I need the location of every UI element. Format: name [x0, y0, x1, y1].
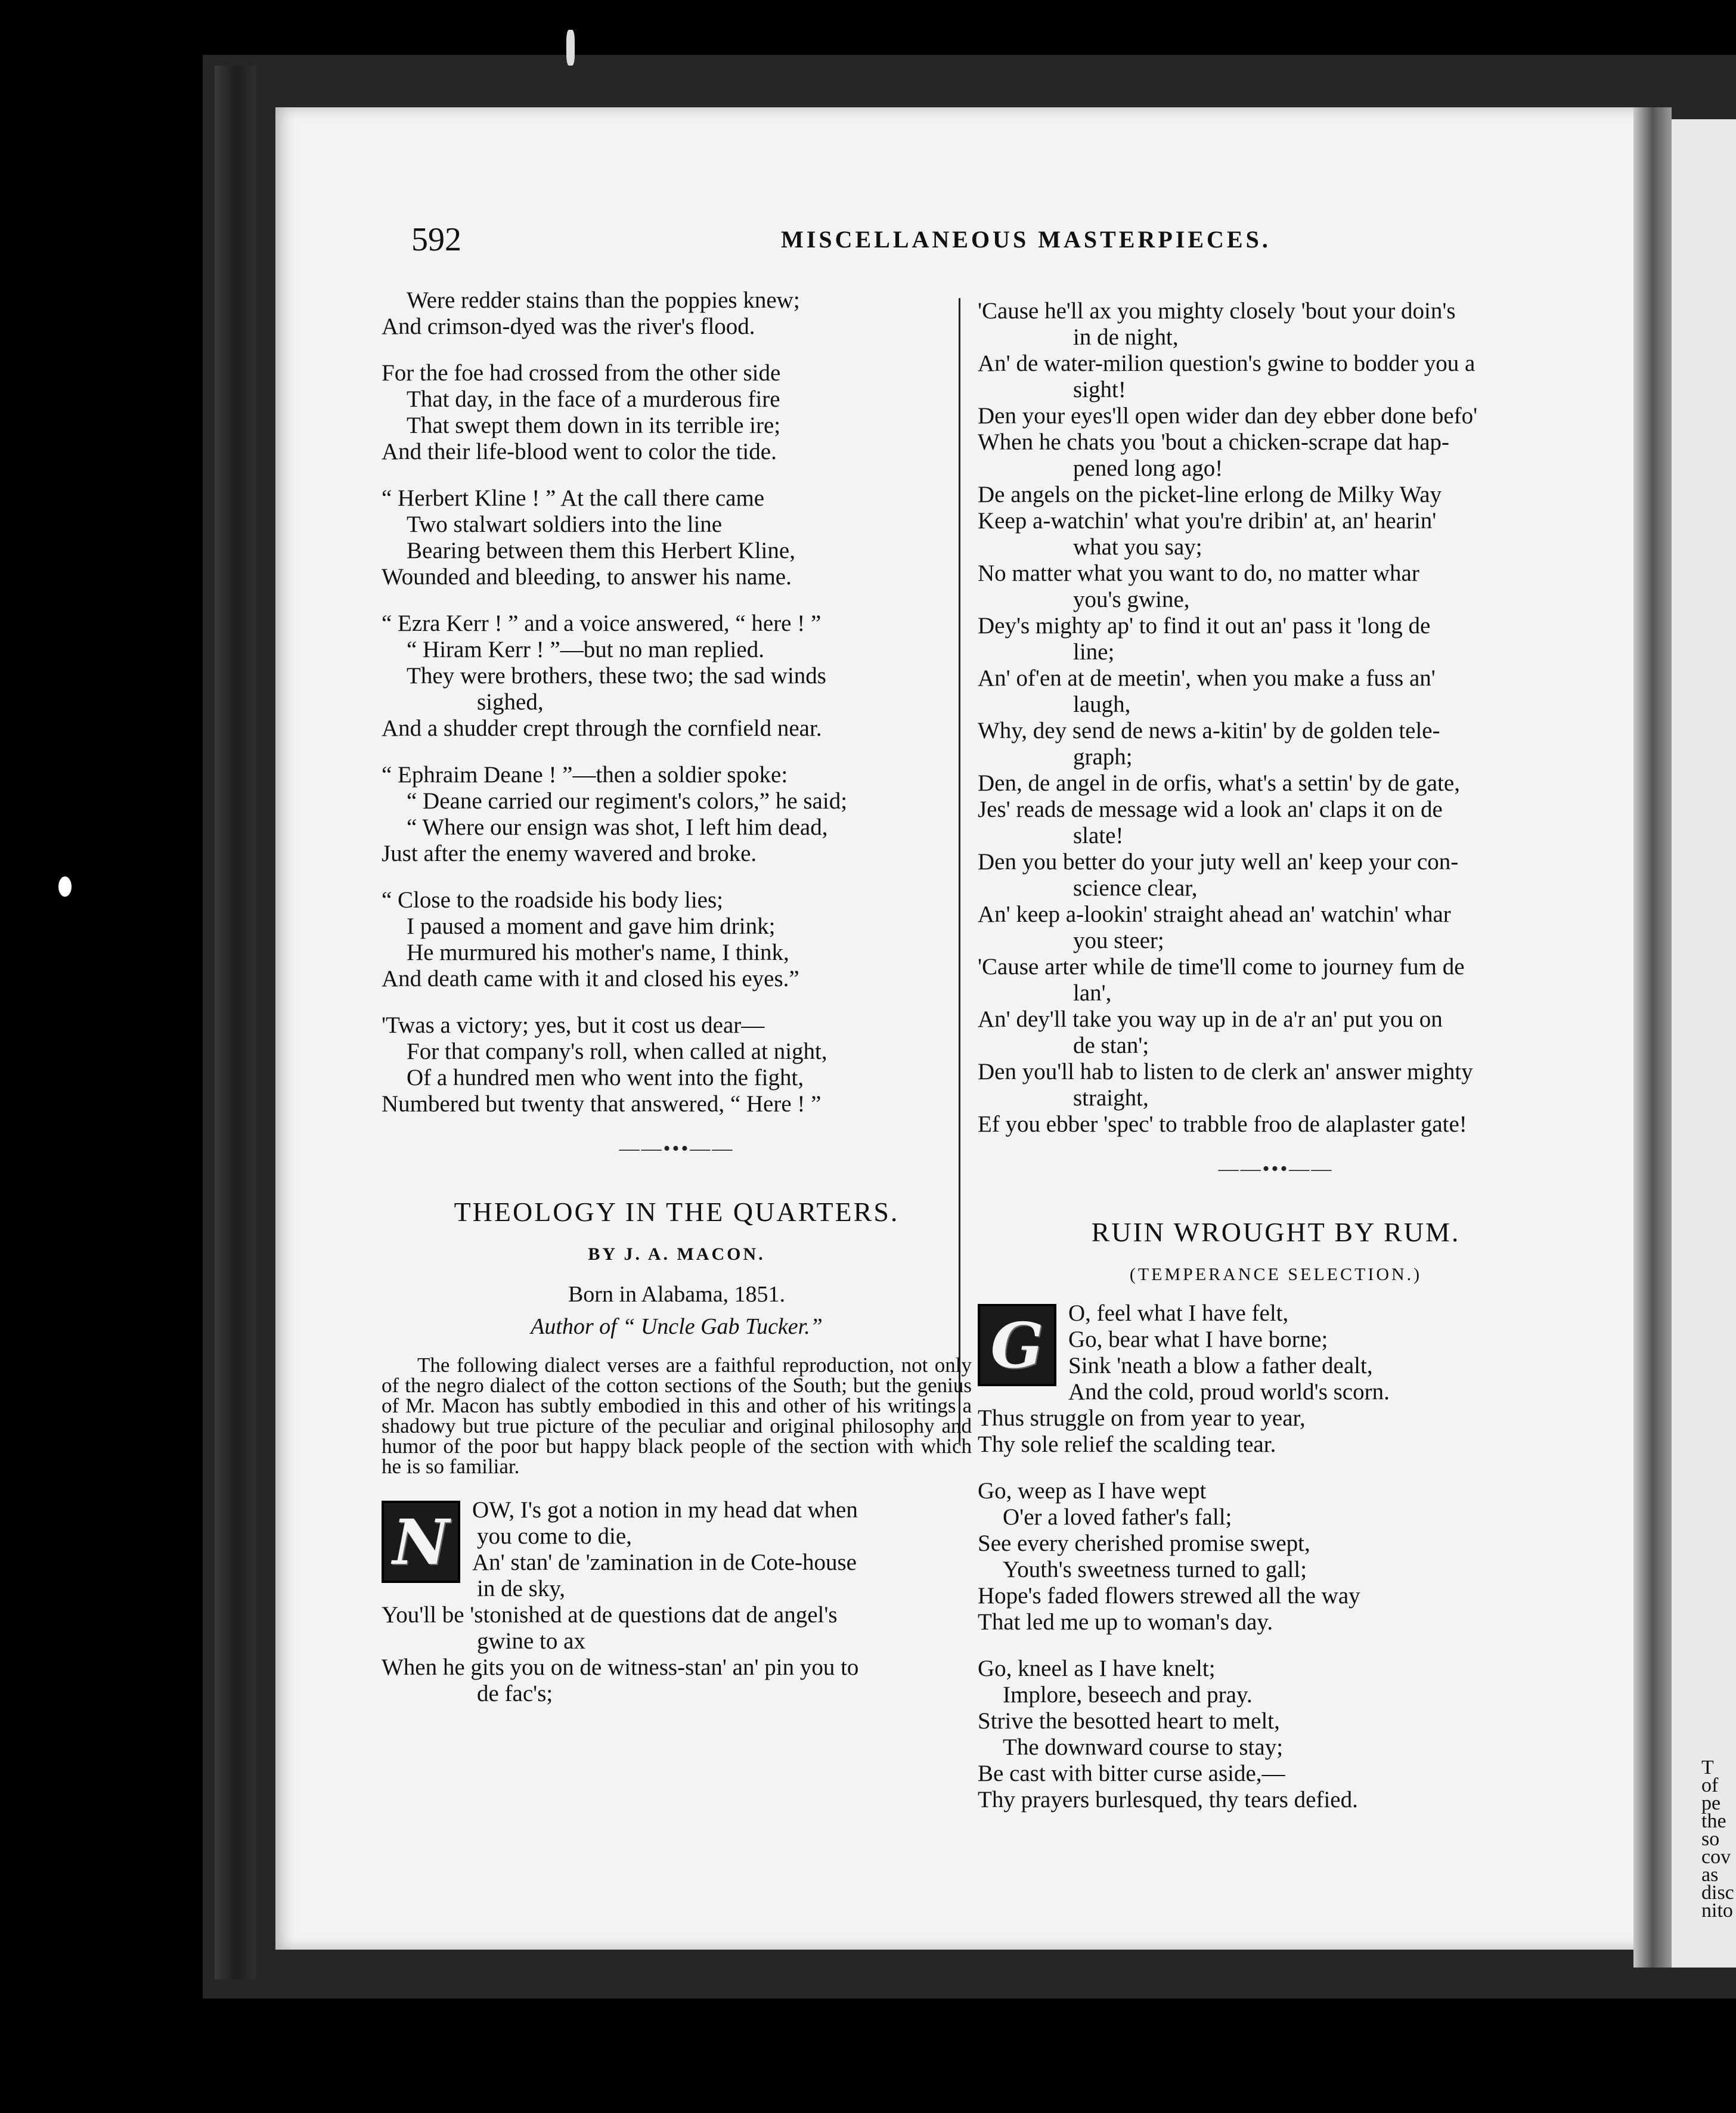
verse-line: Youth's sweetness turned to gall; [1003, 1557, 1307, 1582]
drop-cap: G [978, 1304, 1056, 1386]
verse-line: Of a hundred men who went into the fight, [407, 1065, 804, 1090]
stanza [382, 360, 972, 465]
gutter [1633, 107, 1672, 1968]
verse-line: “ Hiram Kerr ! ”—but no man replied. [407, 637, 764, 662]
verse-line: 'Cause arter while de time'll come to journey fum de [978, 954, 1465, 980]
verse-line: An' dey'll take you way up in de a'r an' put you on [978, 1006, 1443, 1032]
verse-line: Why, dey send de news a-kitin' by de golden tele- [978, 718, 1440, 743]
verse-line: For the foe had crossed from the other side [382, 360, 781, 386]
facing-page-fragment: nito [1701, 1900, 1733, 1922]
verse-line: graph; [1073, 744, 1133, 770]
intro-paragraph: The following dialect verses are a faithful reproduction, not only of the negro dialect of the cotton sections of the South; but the genius of Mr. Macon has subtly embodied in this and other of his writings a shadowy but true picture of the peculiar and original philosophy and humor of the poor but happy black people of the section with which he is so familiar. [382, 1353, 972, 1478]
verse-line: An' stan' de 'zamination in de Cote-house [472, 1550, 857, 1575]
verse-line: He murmured his mother's name, I think, [407, 940, 789, 965]
stanza [978, 1300, 1574, 1458]
verse-line: straight, [1073, 1085, 1149, 1111]
verse-line: Be cast with bitter curse aside,— [978, 1761, 1285, 1786]
verse-line: See every cherished promise swept, [978, 1530, 1310, 1556]
facing-page-text [1701, 1756, 1734, 1922]
verse-line: Den your eyes'll open wider dan dey ebber done befo' [978, 403, 1478, 429]
verse-line: sighed, [477, 689, 544, 715]
facing-page-fragment: T [1701, 1756, 1714, 1779]
verse-line: slate! [1073, 823, 1124, 848]
poem-ending [382, 287, 972, 1117]
verse-line: Den you better do your juty well an' keep your con- [978, 849, 1459, 875]
verse-line: you steer; [1073, 928, 1164, 953]
verse-line: sight! [1073, 377, 1126, 402]
verse-line: Go, kneel as I have knelt; [978, 1656, 1216, 1681]
running-head: MISCELLANEOUS MASTERPIECES. [781, 226, 1271, 253]
facing-page-fragment: as [1701, 1864, 1719, 1886]
stanza [978, 1478, 1574, 1635]
verse-line: That day, in the face of a murderous fire [407, 386, 780, 412]
verse-line: When he chats you 'bout a chicken-scrape dat hap- [978, 429, 1450, 455]
verse-line: Wounded and bleeding, to answer his name. [382, 564, 792, 590]
verse-line: I paused a moment and gave him drink; [407, 913, 776, 939]
verse-line: No matter what you want to do, no matter whar [978, 560, 1419, 586]
verse-line: And a shudder crept through the cornfield near. [382, 715, 822, 741]
verse-line: Bearing between them this Herbert Kline, [407, 538, 795, 563]
verse-line: Den you'll hab to listen to de clerk an' answer mighty [978, 1059, 1473, 1085]
verse-line: The downward course to stay; [1003, 1734, 1284, 1760]
poem-stanzas [978, 1300, 1574, 1813]
verse-line: And the cold, proud world's scorn. [1068, 1379, 1390, 1405]
verse-line: de fac's; [477, 1681, 553, 1706]
article-subtitle: (TEMPERANCE SELECTION.) [1129, 1265, 1422, 1284]
facing-page-fragment: the [1701, 1810, 1726, 1832]
verse-line: You'll be 'stonished at de questions dat de angel's [382, 1602, 838, 1628]
facing-page-fragment: of [1701, 1774, 1719, 1796]
stanza [978, 1656, 1574, 1813]
stanza [382, 762, 972, 867]
verse-line: 'Twas a victory; yes, but it cost us dear— [382, 1012, 765, 1038]
verse-line: “ Where our ensign was shot, I left him dead, [407, 814, 828, 840]
poem-lines [382, 1497, 972, 1707]
stanza [382, 287, 972, 340]
verse-line: you's gwine, [1073, 587, 1190, 612]
verse-line: Strive the besotted heart to melt, [978, 1708, 1280, 1734]
verse-line: Thy prayers burlesqued, thy tears defied. [978, 1787, 1358, 1813]
author-works: Author of “ Uncle Gab Tucker.” [531, 1314, 823, 1339]
section-divider: ——•••—— [1218, 1158, 1334, 1180]
facing-page-fragment: disc [1701, 1882, 1734, 1904]
stanza [382, 1012, 972, 1117]
article-title: THEOLOGY IN THE QUARTERS. [454, 1197, 900, 1227]
verse-line: An' keep a-lookin' straight ahead an' watchin' whar [978, 901, 1451, 927]
verse-line: Dey's mighty ap' to find it out an' pass it 'long de [978, 613, 1431, 639]
verse-line: And crimson-dyed was the river's flood. [382, 314, 755, 339]
verse-line: Thy sole relief the scalding tear. [978, 1432, 1276, 1457]
verse-line: Implore, beseech and pray. [1003, 1682, 1253, 1708]
verse-line: That led me up to woman's day. [978, 1609, 1273, 1635]
poem-opening [382, 1497, 972, 1707]
verse-line: 'Cause he'll ax you mighty closely 'bout your doin's [978, 298, 1456, 324]
poem-continuation [978, 298, 1574, 1138]
stanza [382, 611, 972, 742]
dust-speck [58, 876, 72, 897]
verse-line: When he gits you on de witness-stan' an' pin you to [382, 1655, 859, 1680]
verse-line: what you say; [1073, 534, 1202, 560]
verse-line: “ Ezra Kerr ! ” and a voice answered, “ here ! ” [382, 611, 822, 636]
verse-line: “ Herbert Kline ! ” At the call there came [382, 485, 765, 511]
stanza [382, 485, 972, 590]
verse-line: Numbered but twenty that answered, “ Here ! ” [382, 1091, 822, 1117]
section-divider: ——•••—— [619, 1138, 734, 1160]
verse-line: Keep a-watchin' what you're dribin' at, an' hearin' [978, 508, 1437, 534]
verse-line: And death came with it and closed his eyes.” [382, 966, 799, 992]
verse-line: Just after the enemy wavered and broke. [382, 841, 757, 866]
verse-line: laugh, [1073, 692, 1131, 717]
right-column [978, 298, 1574, 1833]
verse-line: For that company's roll, when called at night, [407, 1039, 827, 1064]
verse-line: in de night, [1073, 324, 1179, 350]
left-column [382, 287, 972, 1707]
verse-line: Ef you ebber 'spec' to trabble froo de alaplaster gate! [978, 1111, 1467, 1137]
verse-line: “ Deane carried our regiment's colors,” he said; [407, 788, 848, 814]
verse-line: de stan'; [1073, 1033, 1149, 1058]
article-title: RUIN WROUGHT BY RUM. [1091, 1217, 1461, 1247]
verse-line: science clear, [1073, 875, 1198, 901]
verse-line: Den, de angel in de orfis, what's a settin' by de gate, [978, 770, 1460, 796]
facing-page-fragment: so [1701, 1828, 1720, 1850]
drop-cap: N [382, 1501, 460, 1583]
verse-line: An' of'en at de meetin', when you make a fuss an' [978, 665, 1436, 691]
verse-line: Go, weep as I have wept [978, 1478, 1207, 1504]
verse-line: O, feel what I have felt, [1068, 1300, 1289, 1326]
verse-line: line; [1073, 639, 1115, 665]
dust-speck [566, 30, 575, 66]
verse-line: in de sky, [477, 1576, 566, 1601]
facing-page-fragment: pe [1701, 1792, 1721, 1814]
verse-line: O'er a loved father's fall; [1003, 1504, 1232, 1530]
page-edges [215, 66, 256, 1979]
verse-line: Two stalwart soldiers into the line [407, 512, 723, 537]
verse-line: De angels on the picket-line erlong de Milky Way [978, 482, 1442, 507]
verse-line: Sink 'neath a blow a father dealt, [1068, 1353, 1373, 1378]
verse-line: gwine to ax [477, 1628, 585, 1654]
page-header [411, 221, 1574, 274]
verse-line: Hope's faded flowers strewed all the way [978, 1583, 1360, 1609]
verse-line: Thus struggle on from year to year, [978, 1405, 1306, 1431]
article-byline: BY J. A. MACON. [588, 1244, 765, 1264]
verse-line: you come to die, [477, 1523, 632, 1549]
facing-page-fragment: cov [1701, 1846, 1731, 1868]
verse-line: “ Ephraim Deane ! ”—then a soldier spoke: [382, 762, 788, 788]
author-birth: Born in Alabama, 1851. [568, 1282, 786, 1307]
verse-line: They were brothers, these two; the sad winds [407, 663, 826, 689]
verse-line: That swept them down in its terrible ire; [407, 413, 781, 438]
stanza [382, 887, 972, 992]
verse-line: OW, I's got a notion in my head dat when [472, 1497, 858, 1523]
page-number: 592 [411, 221, 461, 258]
verse-line: Jes' reads de message wid a look an' claps it on de [978, 797, 1443, 822]
verse-line: An' de water-milion question's gwine to bodder you a [978, 351, 1475, 376]
verse-line: “ Close to the roadside his body lies; [382, 887, 724, 913]
verse-line: Go, bear what I have borne; [1068, 1327, 1328, 1352]
verse-line: Were redder stains than the poppies knew; [407, 287, 800, 313]
verse-line: And their life-blood went to color the tide. [382, 439, 777, 464]
verse-line: lan', [1073, 980, 1112, 1006]
verse-line: pened long ago! [1073, 456, 1223, 481]
poem-opening [978, 1300, 1574, 1813]
